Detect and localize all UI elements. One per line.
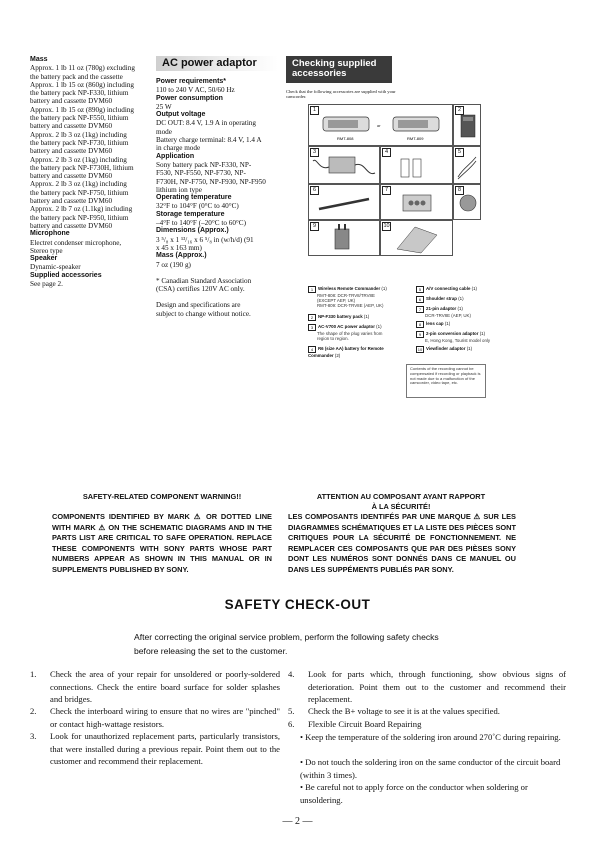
application-text: Sony battery pack NP-F330, NP- F530, NP-F550, NP-F730, NP- F730H, NP-F750, NP-F930, NP-F950 lithium ion type — [156, 160, 266, 194]
accessory-item-1: 1 Wireless Remote Commander (1) RMT-808: DCR-TRV8/TRV8E (EXCEPT AEP, UK) RMT-809: DCR-TRV8E (AEP, UK) — [308, 286, 394, 308]
cell-number: 10 — [383, 223, 390, 229]
specs-column-1 — [30, 56, 148, 288]
safety-bullet-3: • Be careful not to apply force on the conductor when soldering or unsoldering. — [300, 782, 528, 805]
accessory-cell-6 — [308, 184, 380, 220]
ac-adaptor-illustration — [309, 147, 379, 183]
safety-warning-fr-title-line2: À LA SÉCURITÉ! — [371, 502, 431, 511]
accessory-item-5: 5 A/V connecting cable (1) — [416, 286, 502, 293]
viewfinder-adaptor-illustration — [381, 221, 452, 255]
ac-adaptor-title: AC power adaptor — [156, 56, 278, 71]
accessory-item-8: 8 lens cap (1) — [416, 321, 502, 328]
speaker-text: Dynamic-speaker — [30, 263, 81, 272]
accessories-title-line2: accessories — [292, 68, 347, 79]
adaptor-mass-text: 7 oz (190 g) — [156, 260, 191, 269]
power-consumption-text: 25 W — [156, 102, 172, 111]
accessories-panel — [286, 56, 491, 358]
safety-bullet-1: • Keep the temperature of the soldering iron around 270˚C during repairing. — [300, 732, 561, 742]
or-label: or — [377, 123, 381, 128]
microphone-heading: Microphone — [30, 230, 70, 238]
operating-temp-text: 32°F to 104°F (0°C to 40°C) — [156, 202, 239, 211]
dimensions-heading: Dimensions (Approx.) — [156, 227, 229, 235]
cell-number: 4 — [382, 148, 391, 157]
storage-temp-heading: Storage temperature — [156, 210, 225, 218]
power-consumption-heading: Power consumption — [156, 94, 223, 102]
remote-a-label: RMT-808 — [337, 136, 354, 141]
cell-number: 5 — [455, 148, 464, 157]
accessory-item-3: 3 AC-V700 AC power adaptor (1) The shape of the plug varies from region to region. — [308, 324, 394, 341]
accessory-item-6: 6 Shoulder strap (1) — [416, 296, 502, 303]
cell-number: 3 — [310, 148, 319, 157]
dimensions-text: 3 ⁵/₈ x 1 ¹³/₁₆ x 6 ⁵/₈ in (w/h/d) (91 x 45 x 163 mm) — [156, 235, 254, 252]
recording-compensation-note: Contents of the recording cannot be compensated if recording or playback is not made due to a malfunction of the camcorder, video tape, etc. — [406, 364, 486, 398]
speaker-heading: Speaker — [30, 255, 58, 263]
accessory-item-10: 10 Viewfinder adaptor (1) — [417, 346, 473, 352]
spec-disclaimer: Design and specifications are subject to change without notice. — [156, 301, 251, 318]
microphone-text: Electret condenser microphone, Stereo type — [30, 238, 122, 255]
output-voltage-heading: Output voltage — [156, 111, 206, 119]
power-requirements-heading: Power requirements* — [156, 78, 227, 85]
accessories-intro: Check that the following accessories are supplied with your camcorder. — [286, 89, 396, 100]
conversion-adaptor-illustration — [309, 221, 379, 255]
safety-checkout-intro: After correcting the original service problem, perform the following safety checks before releasing the set to the customer. — [134, 632, 439, 656]
accessories-illustration-grid — [308, 104, 481, 256]
accessories-title-line1: Checking supplied — [292, 58, 377, 69]
page-number: — 2 — — [282, 816, 313, 827]
remote-b-label: RMT-809 — [407, 136, 424, 141]
supplied-accessories-text: See page 2. — [30, 280, 63, 289]
remote-commander-illustration — [309, 105, 452, 145]
accessory-cell-5 — [453, 146, 481, 184]
safety-warning-fr-title — [288, 492, 514, 512]
cell-number: 1 — [310, 106, 319, 115]
accessory-item-7: 7 21-pin adaptor (1) DCR-TRV8E (AEP, UK) — [416, 306, 502, 318]
safety-warning-fr-title-line1: ATTENTION AU COMPOSANT AYANT RAPPORT — [316, 492, 486, 501]
supplied-accessories-heading: Supplied accessories — [30, 271, 102, 279]
cell-number: 8 — [455, 186, 464, 195]
accessory-cell-2 — [453, 104, 481, 146]
accessory-item-2: 2 NP-F330 battery pack (1) — [308, 314, 394, 321]
ac-adaptor-column — [156, 56, 278, 318]
cell-number: 7 — [382, 186, 391, 195]
storage-temp-text: –4°F to 140°F (–20°C to 60°C) — [156, 219, 246, 228]
mass-text: Approx. 1 lb 11 oz (780g) excluding the battery pack and the cassette Approx. 1 lb 15 oz (860g) including the battery pack NP-F330, lithium battery and cassette DVM60 Approx. 1 lb 15 oz (890g) including the battery pack NP-F550, lithium battery and cassette DVM60 Approx. 2 lb 3 oz (1kg) including the battery pack NP-F730, lithium battery and cassette DVM60 Approx. 2 lb 3 oz (1kg) including the battery pack NP-F730H, lithium battery and cassette DVM60 Approx. 2 lb 3 oz (1kg) including the battery pack NP-F750, lithium battery and cassette DVM60 Approx. 2 lb 7 oz (1.1kg) including the battery pack NP-F950, lithium battery and cassette DVM60 — [30, 64, 135, 230]
accessory-cell-1 — [308, 104, 453, 146]
21-pin-adaptor-illustration — [381, 185, 452, 219]
accessory-item-9: 9 2-pin conversion adaptor (1) E, Hong Kong, Tourist model only — [416, 331, 502, 343]
aa-batteries-illustration — [381, 147, 452, 183]
safety-warning-body: COMPONENTS IDENTIFIED BY MARK ⚠ OR DOTTED LINE WITH MARK ⚠ ON THE SCHEMATIC DIAGRAMS AND IN THE PARTS LIST ARE CRITICAL TO SAFE OPERATION. REPLACE THESE COMPONENTS WITH SONY PARTS WHOSE PART NUMBERS APPEAR AS SHOWN IN THIS MANUAL OR IN SUPPLEMENTS PUBLISHED BY SONY. — [52, 512, 272, 574]
cell-number: 2 — [455, 106, 464, 115]
application-heading: Application — [156, 152, 195, 160]
cell-number: 6 — [310, 186, 319, 195]
safety-warning-fr-body: LES COMPOSANTS IDENTIFÉS PAR UNE MARQUE ⚠ SUR LES DIAGRAMMES SCHÉMATIQUES ET LA LISTE DES PIÈCES SONT CRITIQUES POUR LA SÉCURITÉ DE FONCTIONNEMENT. NE REMPLACER CES COMPOSANTS QUE PAR DES PIÈSES SONY DONT LES NUMÉROS SONT DONNÉS DANS CE MANUEL OU DANS LES SUPPÉMENTS PUBLIÉS PAR SONY. — [288, 512, 516, 574]
mass-heading: Mass — [30, 56, 48, 63]
adaptor-mass-heading: Mass (Approx.) — [156, 252, 207, 260]
output-voltage-text: DC OUT: 8.4 V, 1.9 A in operating mode Battery charge terminal: 8.4 V, 1.4 A in charge mode — [156, 119, 262, 153]
cell-number: 9 — [310, 222, 319, 231]
accessory-item-4: 4 R6 (size AA) battery for Remote Commander (2) — [308, 346, 384, 358]
accessory-cell-3 — [308, 146, 380, 184]
accessory-cell-4 — [380, 146, 453, 184]
power-requirements-text: 110 to 240 V AC, 50/60 Hz — [156, 86, 235, 95]
accessory-cell-7 — [380, 184, 453, 220]
accessory-cell-9 — [308, 220, 380, 256]
accessory-cell-8 — [453, 184, 481, 220]
safety-warning-title: SAFETY-RELATED COMPONENT WARNING!! — [82, 492, 242, 501]
safety-checkout-title: SAFETY CHECK-OUT — [224, 597, 371, 612]
shoulder-strap-illustration — [309, 185, 379, 219]
safety-bullet-2: • Do not touch the soldering iron on the same conductor of the circuit board (within 3 times). — [300, 757, 561, 780]
csa-footnote: * Canadian Standard Association (CSA) certifies 120V AC only. — [156, 276, 252, 294]
accessory-cell-10 — [380, 220, 453, 256]
accessories-title — [286, 56, 392, 83]
operating-temp-heading: Operating temperature — [156, 194, 232, 202]
